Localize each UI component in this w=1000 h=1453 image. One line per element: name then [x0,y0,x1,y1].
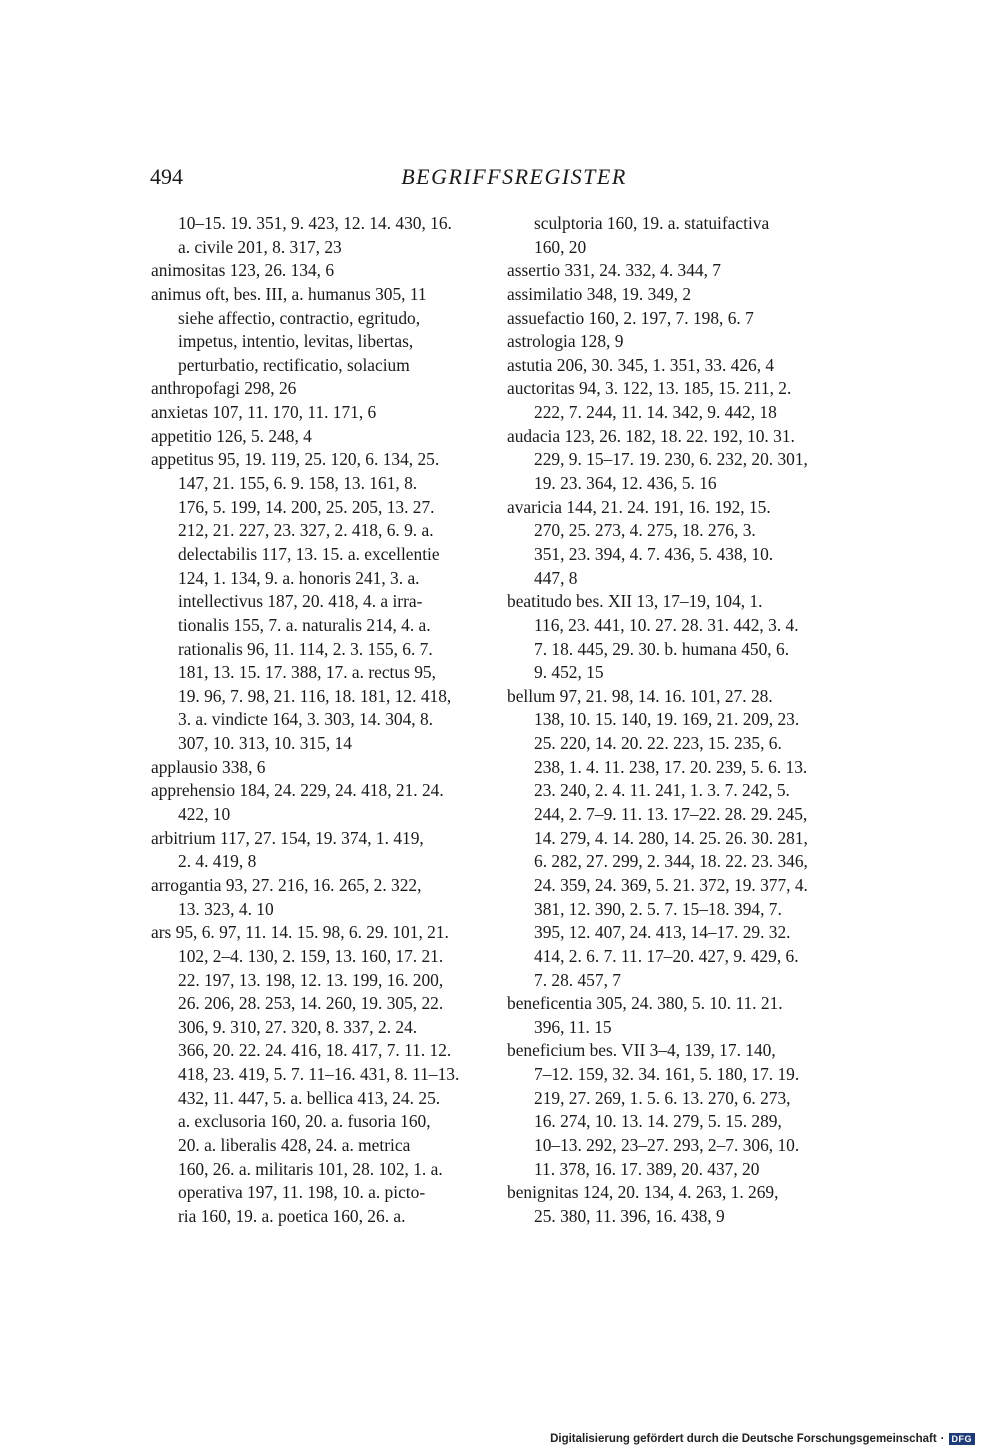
index-line: 16. 274, 10. 13. 14. 279, 5. 15. 289, [534,1111,782,1132]
index-line: 10–15. 19. 351, 9. 423, 12. 14. 430, 16. [178,213,452,233]
index-line: astrologia 128, 9 [507,331,624,352]
index-line: a. civile 201, 8. 317, 23 [178,236,342,257]
index-line: ars 95, 6. 97, 11. 14. 15. 98, 6. 29. 101, 21. [151,922,449,943]
index-line: 24. 359, 24. 369, 5. 21. 372, 19. 377, 4. [534,874,808,895]
index-line: 422, 10 [178,804,231,825]
index-line: 19. 96, 7. 98, 21. 116, 18. 181, 12. 418, [178,685,452,706]
index-line: 23. 240, 2. 4. 11. 241, 1. 3. 7. 242, 5. [534,780,790,801]
index-line: siehe affectio, contractio, egritudo, [178,307,421,328]
index-line: 138, 10. 15. 140, 19. 169, 21. 209, 23. [534,709,800,730]
index-line: 20. a. liberalis 428, 24. a. metrica [178,1134,411,1155]
index-line: 10–13. 292, 23–27. 293, 2–7. 306, 10. [534,1134,800,1155]
index-line: 418, 23. 419, 5. 7. 11–16. 431, 8. 11–13. [178,1064,460,1085]
index-line: assertio 331, 24. 332, 4. 344, 7 [507,260,721,281]
index-line: 116, 23. 441, 10. 27. 28. 31. 442, 3. 4. [534,614,799,635]
index-line: 351, 23. 394, 4. 7. 436, 5. 438, 10. [534,543,774,564]
index-line: 25. 380, 11. 396, 16. 438, 9 [534,1205,725,1226]
index-line: 396, 11. 15 [534,1016,612,1037]
index-line: avaricia 144, 21. 24. 191, 16. 192, 15. [507,496,771,517]
index-line: 7. 28. 457, 7 [534,969,621,990]
index-line: 432, 11. 447, 5. a. bellica 413, 24. 25. [178,1087,441,1108]
index-line: animus oft, bes. III, a. humanus 305, 11 [151,283,427,304]
index-line: operativa 197, 11. 198, 10. a. picto- [178,1182,426,1203]
index-line: 26. 206, 28. 253, 14. 260, 19. 305, 22. [178,993,444,1014]
index-line: 102, 2–4. 130, 2. 159, 13. 160, 17. 21. [178,945,444,966]
index-line: beneficentia 305, 24. 380, 5. 10. 11. 21. [507,993,783,1014]
index-line: bellum 97, 21. 98, 14. 16. 101, 27. 28. [507,685,773,706]
index-line: 2. 4. 419, 8 [178,851,257,872]
index-line: perturbatio, rectificatio, solacium [178,354,410,375]
index-line: 9. 452, 15 [534,662,604,683]
index-line: impetus, intentio, levitas, libertas, [178,331,414,352]
index-line: 13. 323, 4. 10 [178,898,274,919]
index-line: 307, 10. 313, 10. 315, 14 [178,733,352,754]
index-line: 7–12. 159, 32. 34. 161, 5. 180, 17. 19. [534,1064,800,1085]
index-line: apprehensio 184, 24. 229, 24. 418, 21. 24. [151,780,444,801]
index-line: ria 160, 19. a. poetica 160, 26. a. [178,1205,406,1226]
index-line: tionalis 155, 7. a. naturalis 214, 4. a. [178,614,431,635]
index-line: sculptoria 160, 19. a. statuifactiva [534,213,770,233]
index-line: 212, 21. 227, 23. 327, 2. 418, 6. 9. a. [178,520,434,541]
index-line: assimilatio 348, 19. 349, 2 [507,283,692,304]
index-line: beatitudo bes. XII 13, 17–19, 104, 1. [507,591,763,612]
digitization-footer [550,1433,975,1445]
index-line: 22. 197, 13. 198, 12. 13. 199, 16. 200, [178,969,444,990]
index-line: anxietas 107, 11. 170, 11. 171, 6 [151,402,377,423]
index-line: 219, 27. 269, 1. 5. 6. 13. 270, 6. 273, [534,1087,791,1108]
index-line: 414, 2. 6. 7. 11. 17–20. 427, 9. 429, 6. [534,945,799,966]
index-line: 7. 18. 445, 29. 30. b. humana 450, 6. [534,638,790,659]
index-line: 14. 279, 4. 14. 280, 14. 25. 26. 30. 281, [534,827,808,848]
index-line: appetitus 95, 19. 119, 25. 120, 6. 134, 25. [151,449,440,470]
index-line: audacia 123, 26. 182, 18. 22. 192, 10. 31. [507,425,795,446]
index-line: animositas 123, 26. 134, 6 [151,260,335,281]
index-line: 6. 282, 27. 299, 2. 344, 18. 22. 23. 346, [534,851,808,872]
index-line: assuefactio 160, 2. 197, 7. 198, 6. 7 [507,307,754,328]
index-line: benignitas 124, 20. 134, 4. 263, 1. 269, [507,1182,779,1203]
index-line: 160, 26. a. militaris 101, 28. 102, 1. a. [178,1158,443,1179]
index-line: 19. 23. 364, 12. 436, 5. 16 [534,473,717,494]
index-line: a. exclusoria 160, 20. a. fusoria 160, [178,1111,431,1132]
index-line: delectabilis 117, 13. 15. a. excellentie [178,543,440,564]
index-line: 3. a. vindicte 164, 3. 303, 14. 304, 8. [178,709,434,730]
index-line: intellectivus 187, 20. 418, 4. a irra- [178,591,423,612]
index-line: 447, 8 [534,567,578,588]
index-line: 381, 12. 390, 2. 5. 7. 15–18. 394, 7. [534,898,782,919]
index-line: 147, 21. 155, 6. 9. 158, 13. 161, 8. [178,473,418,494]
index-line: 181, 13. 15. 17. 388, 17. a. rectus 95, [178,662,436,683]
index-line: 306, 9. 310, 27. 320, 8. 337, 2. 24. [178,1016,418,1037]
page-title: BEGRIFFSREGISTER [401,164,627,189]
index-line: appetitio 126, 5. 248, 4 [151,425,312,446]
index-line: 244, 2. 7–9. 11. 13. 17–22. 28. 29. 245, [534,804,808,825]
footer-separator: · [940,1433,945,1445]
index-line: astutia 206, 30. 345, 1. 351, 33. 426, 4 [507,354,775,375]
index-line: 176, 5. 199, 14. 200, 25. 205, 13. 27. [178,496,435,517]
index-column-left [151,212,460,1229]
index-line: 11. 378, 16. 17. 389, 20. 437, 20 [534,1158,760,1179]
index-line: 366, 20. 22. 24. 416, 18. 417, 7. 11. 12. [178,1040,452,1061]
index-line: auctoritas 94, 3. 122, 13. 185, 15. 211, 2. [507,378,792,399]
index-line: 160, 20 [534,236,587,257]
index-line: rationalis 96, 11. 114, 2. 3. 155, 6. 7. [178,638,433,659]
footer-credit-text: Digitalisierung gefördert durch die Deutsche Forschungsgemeinschaft [550,1433,937,1445]
index-line: arrogantia 93, 27. 216, 16. 265, 2. 322, [151,874,422,895]
index-line: 229, 9. 15–17. 19. 230, 6. 232, 20. 301, [534,449,808,470]
index-line: anthropofagi 298, 26 [151,378,297,399]
index-line: 25. 220, 14. 20. 22. 223, 15. 235, 6. [534,733,782,754]
index-line: 270, 25. 273, 4. 275, 18. 276, 3. [534,520,756,541]
index-line: 395, 12. 407, 24. 413, 14–17. 29. 32. [534,922,791,943]
index-column-right [507,212,807,1229]
index-line: arbitrium 117, 27. 154, 19. 374, 1. 419, [151,827,424,848]
index-line: beneficium bes. VII 3–4, 139, 17. 140, [507,1040,776,1061]
page-number: 494 [150,164,183,189]
index-line: 124, 1. 134, 9. a. honoris 241, 3. a. [178,567,420,588]
dfg-logo: DFG [949,1433,976,1445]
index-line: applausio 338, 6 [151,756,266,777]
index-line: 238, 1. 4. 11. 238, 17. 20. 239, 5. 6. 13. [534,756,808,777]
index-line: 222, 7. 244, 11. 14. 342, 9. 442, 18 [534,402,777,423]
